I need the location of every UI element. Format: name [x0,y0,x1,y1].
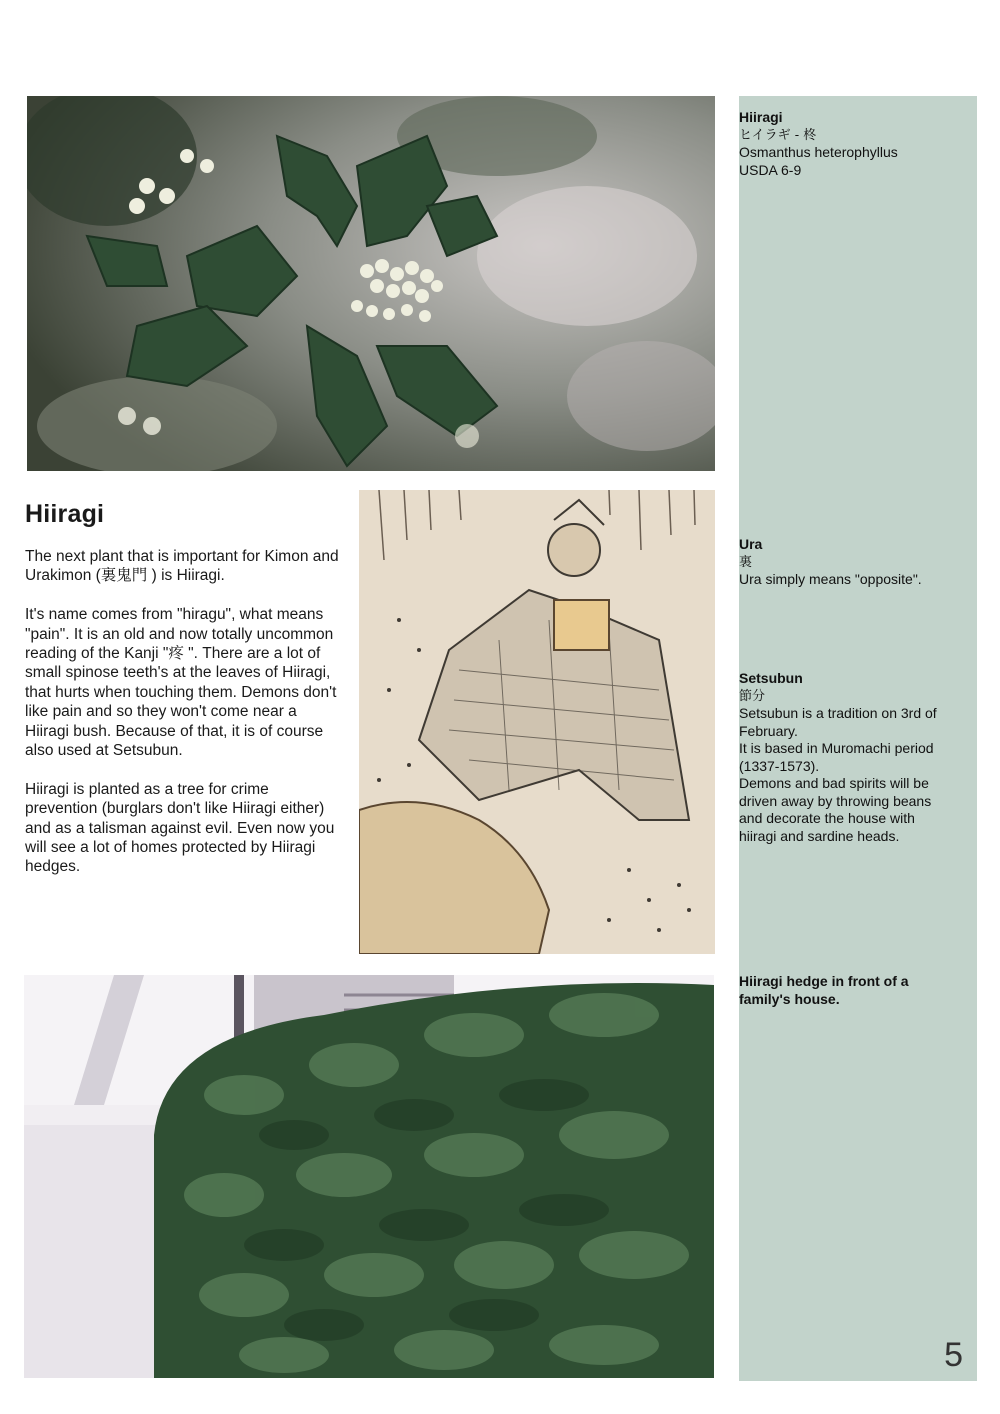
sidebar-hiiragi-info [739,109,951,179]
sidebar-ura-info [739,536,951,589]
sidebar-setsubun-line: Demons and bad spirits will be driven away by throwing beans and decorate the house with hiiragi and sardine heads. [739,775,932,844]
hedge-caption: Hiiragi hedge in front of a family's house. [739,973,909,1007]
setsubun-print-image [359,490,715,954]
sidebar-hiiragi-latin: Osmanthus heterophyllus [739,144,898,160]
hiiragi-hedge-photo [24,975,714,1378]
page-number: 5 [944,1336,963,1374]
sidebar-hiiragi-kana: ヒイラギ - 柊 [739,127,817,143]
article-title: Hiiragi [25,500,105,528]
sidebar-setsubun-kanji: 節分 [739,688,766,704]
article-paragraph: The next plant that is important for Kimon and Urakimon (裏鬼門 ) is Hiiragi. [25,548,339,585]
sidebar-setsubun-info [739,670,951,845]
article-paragraph: Hiiragi is planted as a tree for crime prevention (burglars don't like Hiiragi either) and as a talisman against evil. Even now you will see a lot of homes protected by Hiiragi hedges. [25,780,335,876]
sidebar-setsubun-line: Setsubun is a tradition on 3rd of February. [739,705,937,739]
sidebar-ura-text: Ura simply means "opposite". [739,571,922,587]
sidebar-hiiragi-title: Hiiragi [739,109,783,125]
sidebar-setsubun-line: It is based in Muromachi period (1337-1573). [739,740,934,774]
hiiragi-flower-photo [27,96,715,471]
sidebar-ura-kanji: 裏 [739,554,753,570]
sidebar-hiiragi-zone: USDA 6-9 [739,161,802,178]
article-paragraph: It's name comes from "hiragu", what means "pain". It is an old and now totally uncommon reading of the Kanji "疼 ". There are a lot of small spinose teeth's at the leaves of Hiiragi, that hurts when touching them. Demons don't like pain and so they won't come near a Hiiragi bush. Because of that, it is of course also used at Setsubun. [25,606,337,760]
article-body [25,547,345,896]
sidebar-ura-title: Ura [739,536,763,552]
sidebar [739,96,977,1381]
sidebar-setsubun-title: Setsubun [739,670,803,686]
